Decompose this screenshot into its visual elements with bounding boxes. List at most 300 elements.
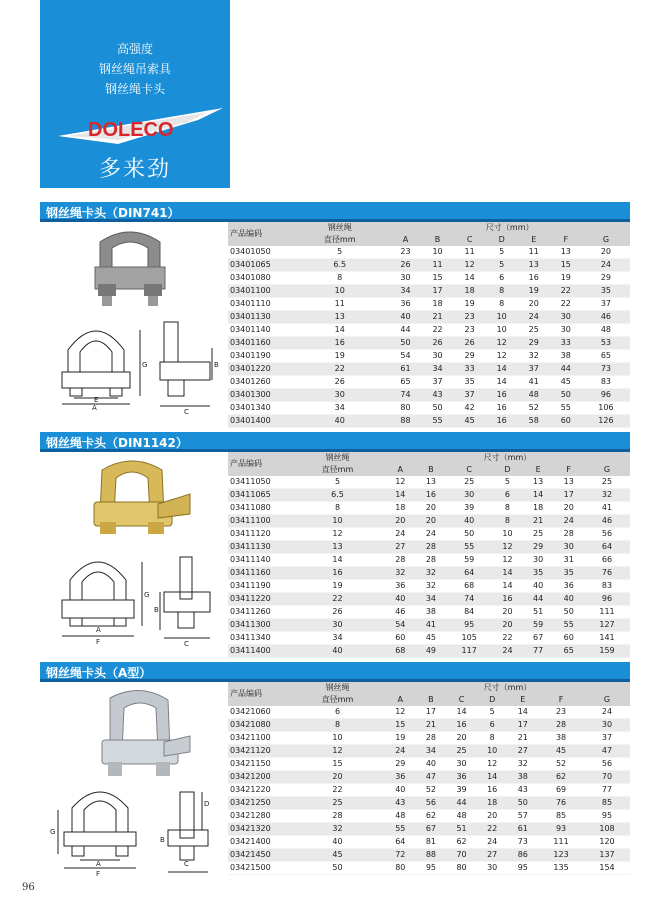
rope-diameter-cell: 40: [290, 645, 385, 658]
din741-images: [40, 222, 220, 422]
dimension-cell: 54: [385, 619, 416, 632]
dimension-cell: 10: [492, 528, 523, 541]
product-code-cell: 03421250: [228, 797, 290, 810]
product-code-cell: 03421120: [228, 745, 290, 758]
col-header-rope-bottom: 直径mm: [290, 234, 389, 246]
dimension-cell: 127: [584, 619, 630, 632]
rope-diameter-cell: 6.5: [290, 489, 385, 502]
product-code-cell: 03401130: [228, 311, 290, 324]
dimension-cell: 65: [389, 376, 421, 389]
dimension-cell: 17: [507, 719, 538, 732]
dimension-cell: 16: [446, 719, 477, 732]
dimension-cell: 52: [538, 758, 584, 771]
dimension-cell: 76: [538, 797, 584, 810]
dim-label-f: F: [96, 638, 101, 646]
dimension-cell: 30: [446, 489, 492, 502]
rope-diameter-cell: 15: [290, 758, 385, 771]
col-header-dims: 尺寸（mm）: [385, 452, 630, 464]
section-title: 钢丝绳卡头（DIN741）: [46, 206, 180, 220]
dim-label-a: A: [92, 404, 97, 412]
dimension-cell: 30: [477, 862, 508, 875]
table-row: [228, 784, 630, 797]
dimension-cell: 45: [454, 415, 486, 428]
dimension-cell: 14: [492, 580, 523, 593]
dimension-cell: 16: [486, 402, 518, 415]
brand-panel: [40, 0, 230, 188]
dimension-cell: 26: [389, 259, 421, 272]
dimension-cell: 47: [416, 771, 447, 784]
product-code-cell: 03421320: [228, 823, 290, 836]
table-row: [228, 376, 630, 389]
product-code-cell: 03411065: [228, 489, 290, 502]
dimension-cell: 95: [507, 862, 538, 875]
product-code-cell: 03421080: [228, 719, 290, 732]
dimension-cell: 25: [584, 476, 630, 489]
dimension-cell: 70: [446, 849, 477, 862]
table-row: [228, 567, 630, 580]
product-code-cell: 03411400: [228, 645, 290, 658]
dimension-cell: 24: [385, 528, 416, 541]
table-row: [228, 719, 630, 732]
dimension-cell: 66: [584, 554, 630, 567]
dimension-cell: 12: [492, 554, 523, 567]
dimension-cell: 12: [492, 541, 523, 554]
dimension-cell: 13: [523, 476, 554, 489]
dimension-cell: 30: [422, 350, 454, 363]
dimension-cell: 44: [550, 363, 582, 376]
dimension-cell: 30: [553, 541, 584, 554]
col-header-b: B: [416, 464, 447, 476]
dimension-cell: 37: [518, 363, 550, 376]
dim-label-c: C: [184, 408, 189, 416]
table-row: [228, 541, 630, 554]
dimension-cell: 18: [385, 502, 416, 515]
product-code-cell: 03401340: [228, 402, 290, 415]
dim-label-e: E: [94, 396, 99, 404]
dimension-cell: 13: [550, 246, 582, 259]
dimension-cell: 14: [492, 567, 523, 580]
type-a-photo-and-drawing: [40, 682, 220, 877]
dimension-cell: 30: [584, 719, 630, 732]
dimension-cell: 29: [454, 350, 486, 363]
table-row: [228, 619, 630, 632]
dimension-cell: 40: [523, 580, 554, 593]
clip-side-drawing: [160, 557, 210, 638]
dimension-cell: 26: [454, 337, 486, 350]
dimension-cell: 28: [416, 554, 447, 567]
din741-photo-and-drawing: [40, 222, 220, 422]
table-row: [228, 489, 630, 502]
table-row: [228, 849, 630, 862]
table-row: [228, 745, 630, 758]
rope-diameter-cell: 34: [290, 402, 389, 415]
dimension-cell: 67: [523, 632, 554, 645]
rope-diameter-cell: 32: [290, 823, 385, 836]
clip-photo-galvanized: [102, 690, 190, 776]
dimension-cell: 19: [550, 272, 582, 285]
dimension-cell: 6: [492, 489, 523, 502]
col-header-rope-top: 钢丝绳: [290, 222, 389, 234]
dimension-cell: 55: [422, 415, 454, 428]
dimension-cell: 36: [553, 580, 584, 593]
dimension-cell: 38: [416, 606, 447, 619]
dimension-cell: 16: [416, 489, 447, 502]
rope-diameter-cell: 6: [290, 706, 385, 719]
dimension-cell: 93: [538, 823, 584, 836]
table-row: [228, 645, 630, 658]
dimension-cell: 80: [446, 862, 477, 875]
table-row: [228, 554, 630, 567]
dimension-cell: 45: [538, 745, 584, 758]
dimension-cell: 34: [416, 593, 447, 606]
dimension-cell: 12: [477, 758, 508, 771]
dimension-cell: 20: [446, 732, 477, 745]
page-number: 96: [22, 882, 35, 893]
dimension-cell: 44: [389, 324, 421, 337]
rope-diameter-cell: 30: [290, 389, 389, 402]
rope-diameter-cell: 12: [290, 745, 385, 758]
table-row: [228, 324, 630, 337]
dimension-cell: 40: [385, 784, 416, 797]
table-row: [228, 337, 630, 350]
dimension-cell: 50: [550, 389, 582, 402]
dimension-cell: 21: [416, 719, 447, 732]
product-code-cell: 03411160: [228, 567, 290, 580]
dimension-cell: 69: [538, 784, 584, 797]
col-header-b: B: [422, 234, 454, 246]
dimension-cell: 10: [486, 324, 518, 337]
table-row: [228, 272, 630, 285]
col-header-b: B: [416, 694, 447, 706]
dimension-cell: 83: [584, 580, 630, 593]
dimension-cell: 6: [477, 719, 508, 732]
dimension-cell: 24: [416, 528, 447, 541]
dimension-cell: 73: [582, 363, 630, 376]
rope-diameter-cell: 10: [290, 732, 385, 745]
dimension-cell: 85: [584, 797, 630, 810]
dimension-cell: 59: [446, 554, 492, 567]
dimension-cell: 30: [389, 272, 421, 285]
dimension-cell: 50: [553, 606, 584, 619]
col-header-e: E: [523, 464, 554, 476]
dimension-cell: 34: [422, 363, 454, 376]
dimension-cell: 30: [446, 758, 477, 771]
dimension-cell: 77: [523, 645, 554, 658]
dimension-cell: 18: [422, 298, 454, 311]
col-header-code: 产品编码: [228, 222, 290, 246]
dimension-cell: 32: [416, 567, 447, 580]
dimension-cell: 20: [553, 502, 584, 515]
dimension-cell: 60: [385, 632, 416, 645]
dimension-cell: 123: [538, 849, 584, 862]
dimension-cell: 68: [446, 580, 492, 593]
dimension-cell: 25: [523, 528, 554, 541]
rope-diameter-cell: 40: [290, 836, 385, 849]
dimension-cell: 52: [416, 784, 447, 797]
dimension-cell: 15: [550, 259, 582, 272]
dimension-cell: 68: [385, 645, 416, 658]
col-header-rope-bottom: 直径mm: [290, 694, 385, 706]
dimension-cell: 58: [518, 415, 550, 428]
table-row: [228, 476, 630, 489]
rope-diameter-cell: 14: [290, 554, 385, 567]
product-code-cell: 03401300: [228, 389, 290, 402]
dimension-cell: 18: [523, 502, 554, 515]
rope-diameter-cell: 30: [290, 619, 385, 632]
rope-diameter-cell: 20: [290, 771, 385, 784]
dimension-cell: 36: [385, 771, 416, 784]
rope-diameter-cell: 19: [290, 580, 385, 593]
dimension-cell: 21: [523, 515, 554, 528]
dimension-cell: 23: [389, 246, 421, 259]
col-header-c: C: [446, 464, 492, 476]
dimension-cell: 120: [584, 836, 630, 849]
dimension-cell: 61: [389, 363, 421, 376]
product-code-cell: 03411340: [228, 632, 290, 645]
dimension-cell: 33: [454, 363, 486, 376]
dimension-cell: 5: [486, 259, 518, 272]
dimension-cell: 11: [422, 259, 454, 272]
product-code-cell: 03401065: [228, 259, 290, 272]
product-code-cell: 03421100: [228, 732, 290, 745]
dim-label-g: G: [50, 828, 56, 836]
dimension-cell: 20: [416, 515, 447, 528]
rope-diameter-cell: 13: [290, 311, 389, 324]
dimension-cell: 29: [523, 541, 554, 554]
rope-diameter-cell: 19: [290, 350, 389, 363]
dimension-cell: 154: [584, 862, 630, 875]
table-row: [228, 606, 630, 619]
rope-diameter-cell: 26: [290, 606, 385, 619]
rope-diameter-cell: 22: [290, 593, 385, 606]
table-row: [228, 528, 630, 541]
dimension-cell: 14: [486, 376, 518, 389]
product-code-cell: 03401190: [228, 350, 290, 363]
dim-label-c: C: [184, 640, 189, 648]
dimension-cell: 54: [389, 350, 421, 363]
product-code-cell: 03411260: [228, 606, 290, 619]
dimension-cell: 62: [416, 810, 447, 823]
dimension-cell: 76: [584, 567, 630, 580]
dimension-cell: 14: [385, 489, 416, 502]
rope-diameter-cell: 22: [290, 784, 385, 797]
dimension-cell: 8: [486, 285, 518, 298]
col-header-f: F: [553, 464, 584, 476]
dimension-cell: 48: [385, 810, 416, 823]
dimension-cell: 40: [416, 758, 447, 771]
brand-chinese-name: 多来劲: [98, 157, 171, 182]
dimension-cell: 20: [582, 246, 630, 259]
section-title: 钢丝绳卡头（A型）: [46, 666, 152, 680]
dimension-cell: 74: [446, 593, 492, 606]
table-row: [228, 810, 630, 823]
dimension-cell: 56: [584, 528, 630, 541]
dimension-cell: 14: [486, 363, 518, 376]
dimension-cell: 25: [446, 476, 492, 489]
dimension-cell: 64: [385, 836, 416, 849]
din1142-photo-and-drawing: [40, 452, 220, 652]
dimension-cell: 16: [486, 389, 518, 402]
dimension-cell: 41: [518, 376, 550, 389]
dimension-cell: 30: [523, 554, 554, 567]
dimension-cell: 22: [550, 298, 582, 311]
dimension-cell: 10: [422, 246, 454, 259]
dimension-cell: 46: [582, 311, 630, 324]
product-code-cell: 03421060: [228, 706, 290, 719]
dimension-cell: 24: [492, 645, 523, 658]
dimension-cell: 40: [385, 593, 416, 606]
dimension-cell: 159: [584, 645, 630, 658]
dimension-cell: 56: [584, 758, 630, 771]
dimension-cell: 85: [538, 810, 584, 823]
dimension-cell: 45: [416, 632, 447, 645]
dimension-cell: 47: [584, 745, 630, 758]
dim-label-g: G: [144, 591, 150, 599]
dimension-cell: 11: [518, 246, 550, 259]
dimension-cell: 13: [416, 476, 447, 489]
table-row: [228, 350, 630, 363]
dimension-cell: 48: [582, 324, 630, 337]
dimension-cell: 108: [584, 823, 630, 836]
dimension-cell: 126: [582, 415, 630, 428]
dimension-cell: 23: [538, 706, 584, 719]
col-header-c: C: [454, 234, 486, 246]
product-code-cell: 03411220: [228, 593, 290, 606]
dimension-cell: 40: [446, 515, 492, 528]
col-header-code: 产品编码: [228, 452, 290, 476]
dimension-cell: 23: [454, 324, 486, 337]
dimension-cell: 61: [507, 823, 538, 836]
dimension-cell: 64: [584, 541, 630, 554]
dimension-cell: 80: [385, 862, 416, 875]
dimension-cell: 37: [454, 389, 486, 402]
rope-diameter-cell: 25: [290, 797, 385, 810]
dimension-cell: 62: [446, 836, 477, 849]
dimension-cell: 10: [477, 745, 508, 758]
dimension-cell: 73: [507, 836, 538, 849]
dimension-cell: 24: [477, 836, 508, 849]
table-row: [228, 771, 630, 784]
brand-line-1: 高强度: [116, 42, 153, 56]
rope-diameter-cell: 12: [290, 528, 385, 541]
dimension-cell: 23: [454, 311, 486, 324]
dimension-cell: 95: [416, 862, 447, 875]
dimension-cell: 17: [416, 706, 447, 719]
dimension-cell: 33: [550, 337, 582, 350]
product-code-cell: 03421400: [228, 836, 290, 849]
dim-label-d: D: [204, 800, 210, 808]
product-code-cell: 03421150: [228, 758, 290, 771]
dimension-cell: 8: [492, 502, 523, 515]
dimension-cell: 8: [492, 515, 523, 528]
dimension-cell: 16: [492, 593, 523, 606]
dimension-cell: 111: [584, 606, 630, 619]
dimension-cell: 32: [416, 580, 447, 593]
dimension-cell: 14: [477, 771, 508, 784]
table-row: [228, 758, 630, 771]
dimension-cell: 32: [507, 758, 538, 771]
table-row: [228, 836, 630, 849]
dimension-cell: 19: [385, 732, 416, 745]
dimension-cell: 24: [385, 745, 416, 758]
dimension-cell: 40: [389, 311, 421, 324]
dimension-cell: 105: [446, 632, 492, 645]
product-code-cell: 03401140: [228, 324, 290, 337]
svg-text:DOLECO: DOLECO: [88, 119, 174, 141]
brand-line-2: 钢丝绳吊索具: [98, 62, 171, 76]
dimension-cell: 17: [553, 489, 584, 502]
dimension-cell: 62: [538, 771, 584, 784]
dimension-cell: 67: [416, 823, 447, 836]
product-code-cell: 03411300: [228, 619, 290, 632]
table-row: [228, 797, 630, 810]
rope-diameter-cell: 34: [290, 632, 385, 645]
table-row: [228, 632, 630, 645]
dimension-cell: 51: [446, 823, 477, 836]
rope-diameter-cell: 10: [290, 285, 389, 298]
dimension-cell: 20: [477, 810, 508, 823]
col-header-g: G: [584, 464, 630, 476]
dimension-cell: 55: [550, 402, 582, 415]
dimension-cell: 18: [477, 797, 508, 810]
rope-diameter-cell: 40: [290, 415, 389, 428]
dimension-cell: 60: [550, 415, 582, 428]
dimension-cell: 32: [518, 350, 550, 363]
dimension-cell: 135: [538, 862, 584, 875]
col-header-d: D: [477, 694, 508, 706]
col-header-d: D: [486, 234, 518, 246]
dim-label-g: G: [142, 361, 148, 369]
dimension-cell: 37: [422, 376, 454, 389]
col-header-g: G: [582, 234, 630, 246]
rope-diameter-cell: 13: [290, 541, 385, 554]
dimension-cell: 28: [416, 541, 447, 554]
dimension-cell: 37: [584, 732, 630, 745]
dimension-cell: 6: [486, 272, 518, 285]
dimension-cell: 20: [385, 515, 416, 528]
dimension-cell: 12: [454, 259, 486, 272]
col-header-rope-top: 钢丝绳: [290, 682, 385, 694]
col-header-code: 产品编码: [228, 682, 290, 706]
dimension-cell: 51: [523, 606, 554, 619]
col-header-e: E: [518, 234, 550, 246]
product-code-cell: 03401220: [228, 363, 290, 376]
dimension-cell: 52: [518, 402, 550, 415]
rope-diameter-cell: 16: [290, 337, 389, 350]
dimension-cell: 111: [538, 836, 584, 849]
table-row: [228, 246, 630, 259]
dimension-cell: 24: [518, 311, 550, 324]
dimension-cell: 81: [416, 836, 447, 849]
dimension-cell: 88: [389, 415, 421, 428]
col-header-c: C: [446, 694, 477, 706]
dimension-cell: 48: [446, 810, 477, 823]
type-a-images: [40, 682, 220, 877]
table-row: [228, 502, 630, 515]
dimension-cell: 83: [582, 376, 630, 389]
dimension-cell: 65: [553, 645, 584, 658]
product-code-cell: 03411130: [228, 541, 290, 554]
dimension-cell: 20: [492, 606, 523, 619]
dimension-cell: 29: [385, 758, 416, 771]
dimension-cell: 74: [389, 389, 421, 402]
dimension-cell: 15: [385, 719, 416, 732]
dimension-cell: 30: [550, 311, 582, 324]
col-header-rope-bottom: 直径mm: [290, 464, 385, 476]
table-row: [228, 402, 630, 415]
dimension-cell: 34: [389, 285, 421, 298]
product-code-cell: 03411190: [228, 580, 290, 593]
